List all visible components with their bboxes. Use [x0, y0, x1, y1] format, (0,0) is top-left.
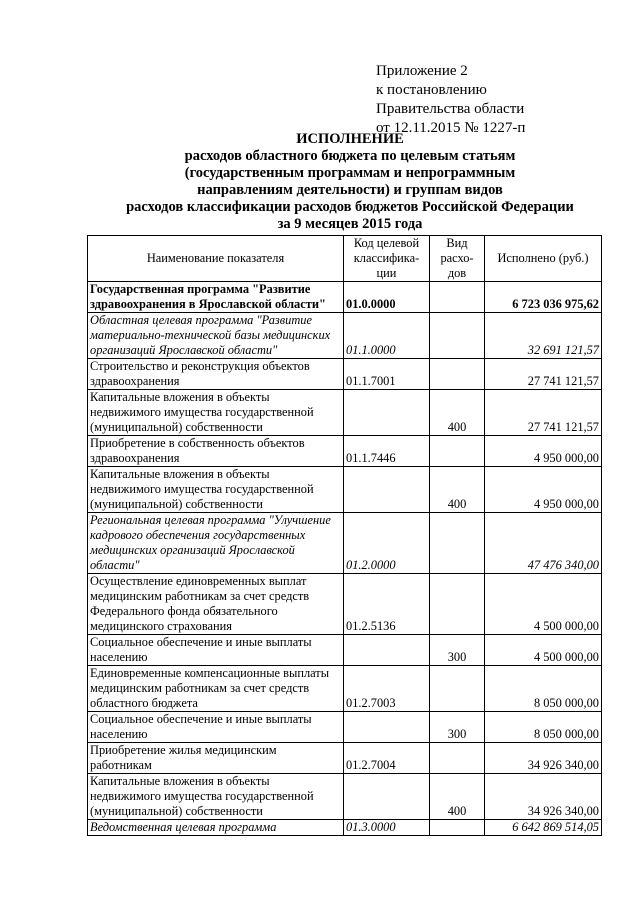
table-row: [88, 574, 602, 635]
row-kind: [430, 359, 485, 390]
header-amount: Исполнено (руб.): [485, 236, 602, 282]
row-amount: 6 642 869 514,05: [485, 820, 602, 836]
row-amount: 4 500 000,00: [485, 635, 602, 666]
row-name: Социальное обеспечение и иные выплаты населению: [88, 712, 344, 743]
table-row: [88, 712, 602, 743]
row-amount: 34 926 340,00: [485, 774, 602, 820]
table-row: [88, 774, 602, 820]
row-code: 01.0.0000: [344, 282, 430, 313]
row-kind: 300: [430, 712, 485, 743]
table-row: [88, 313, 602, 359]
row-kind: [430, 666, 485, 712]
row-amount: 34 926 340,00: [485, 743, 602, 774]
header-code: Код целевой классифика-ции: [344, 236, 430, 282]
row-kind: [430, 513, 485, 574]
document-title: [60, 131, 640, 233]
row-amount: 6 723 036 975,62: [485, 282, 602, 313]
row-code: 01.2.5136: [344, 574, 430, 635]
row-name: Ведомственная целевая программа: [88, 820, 344, 836]
appendix-line: к постановлению: [376, 82, 487, 98]
title-line: за 9 месяцев 2015 года: [277, 216, 423, 232]
appendix-block: [376, 62, 525, 138]
table-row: [88, 820, 602, 836]
row-code: 01.2.7004: [344, 743, 430, 774]
table-row: [88, 467, 602, 513]
row-name: Приобретение жилья медицинским работникам: [88, 743, 344, 774]
row-name: Единовременные компенсационные выплаты медицинским работникам за счет средств областного бюджета: [88, 666, 344, 712]
row-code: 01.2.7003: [344, 666, 430, 712]
table-row: [88, 513, 602, 574]
row-code: [344, 774, 430, 820]
table-row: [88, 390, 602, 436]
row-kind: [430, 436, 485, 467]
row-code: [344, 390, 430, 436]
table-body: [88, 282, 602, 836]
row-name: Приобретение в собственность объектов здравоохранения: [88, 436, 344, 467]
row-kind: [430, 820, 485, 836]
title-line: расходов классификации расходов бюджетов Российской Федерации: [126, 199, 574, 215]
row-kind: [430, 743, 485, 774]
row-name: Областная целевая программа "Развитие материально-технической базы медицинских организаций Ярославской области": [88, 313, 344, 359]
table-row: [88, 743, 602, 774]
table-row: [88, 666, 602, 712]
row-amount: 27 741 121,57: [485, 359, 602, 390]
row-amount: 4 950 000,00: [485, 436, 602, 467]
row-amount: 32 691 121,57: [485, 313, 602, 359]
row-name: Социальное обеспечение и иные выплаты населению: [88, 635, 344, 666]
row-name: Капитальные вложения в объекты недвижимого имущества государственной (муниципальной) собственности: [88, 467, 344, 513]
row-kind: [430, 282, 485, 313]
header-name: Наименование показателя: [88, 236, 344, 282]
row-kind: 400: [430, 774, 485, 820]
appendix-line: от 12.11.2015 № 1227-п: [376, 120, 526, 136]
row-name: Капитальные вложения в объекты недвижимого имущества государственной (муниципальной) собственности: [88, 390, 344, 436]
row-name: Осуществление единовременных выплат медицинским работникам за счет средств Федерального фонда обязательного медицинского страхования: [88, 574, 344, 635]
header-kind: Вид расхо-дов: [430, 236, 485, 282]
row-amount: 4 950 000,00: [485, 467, 602, 513]
row-code: 01.1.7446: [344, 436, 430, 467]
row-name: Капитальные вложения в объекты недвижимого имущества государственной (муниципальной) собственности: [88, 774, 344, 820]
row-code: 01.1.0000: [344, 313, 430, 359]
title-line: ИСПОЛНЕНИЕ: [296, 131, 404, 147]
row-name: Строительство и реконструкция объектов здравоохранения: [88, 359, 344, 390]
row-name: Региональная целевая программа "Улучшение кадрового обеспечения государственных медицинских организаций Ярославской области": [88, 513, 344, 574]
row-code: 01.2.0000: [344, 513, 430, 574]
row-code: [344, 635, 430, 666]
row-amount: 8 050 000,00: [485, 712, 602, 743]
table-row: [88, 436, 602, 467]
row-code: [344, 712, 430, 743]
table-row: [88, 282, 602, 313]
appendix-line: Приложение 2: [376, 63, 468, 79]
row-code: 01.3.0000: [344, 820, 430, 836]
row-name: Государственная программа "Развитие здравоохранения в Ярославской области": [88, 282, 344, 313]
row-amount: 8 050 000,00: [485, 666, 602, 712]
row-kind: [430, 313, 485, 359]
row-kind: 400: [430, 467, 485, 513]
title-line: расходов областного бюджета по целевым статьям: [184, 148, 516, 164]
row-amount: 47 476 340,00: [485, 513, 602, 574]
table-row: [88, 635, 602, 666]
row-kind: 300: [430, 635, 485, 666]
appendix-line: Правительства области: [376, 101, 525, 117]
table-header-row: [88, 236, 602, 282]
row-kind: 400: [430, 390, 485, 436]
row-code: [344, 467, 430, 513]
title-line: (государственным программам и непрограммным: [184, 165, 516, 181]
title-line: направлениям деятельности) и группам видов: [197, 182, 503, 198]
row-code: 01.1.7001: [344, 359, 430, 390]
expenditure-table: [87, 235, 602, 836]
row-kind: [430, 574, 485, 635]
table-row: [88, 359, 602, 390]
row-amount: 4 500 000,00: [485, 574, 602, 635]
row-amount: 27 741 121,57: [485, 390, 602, 436]
